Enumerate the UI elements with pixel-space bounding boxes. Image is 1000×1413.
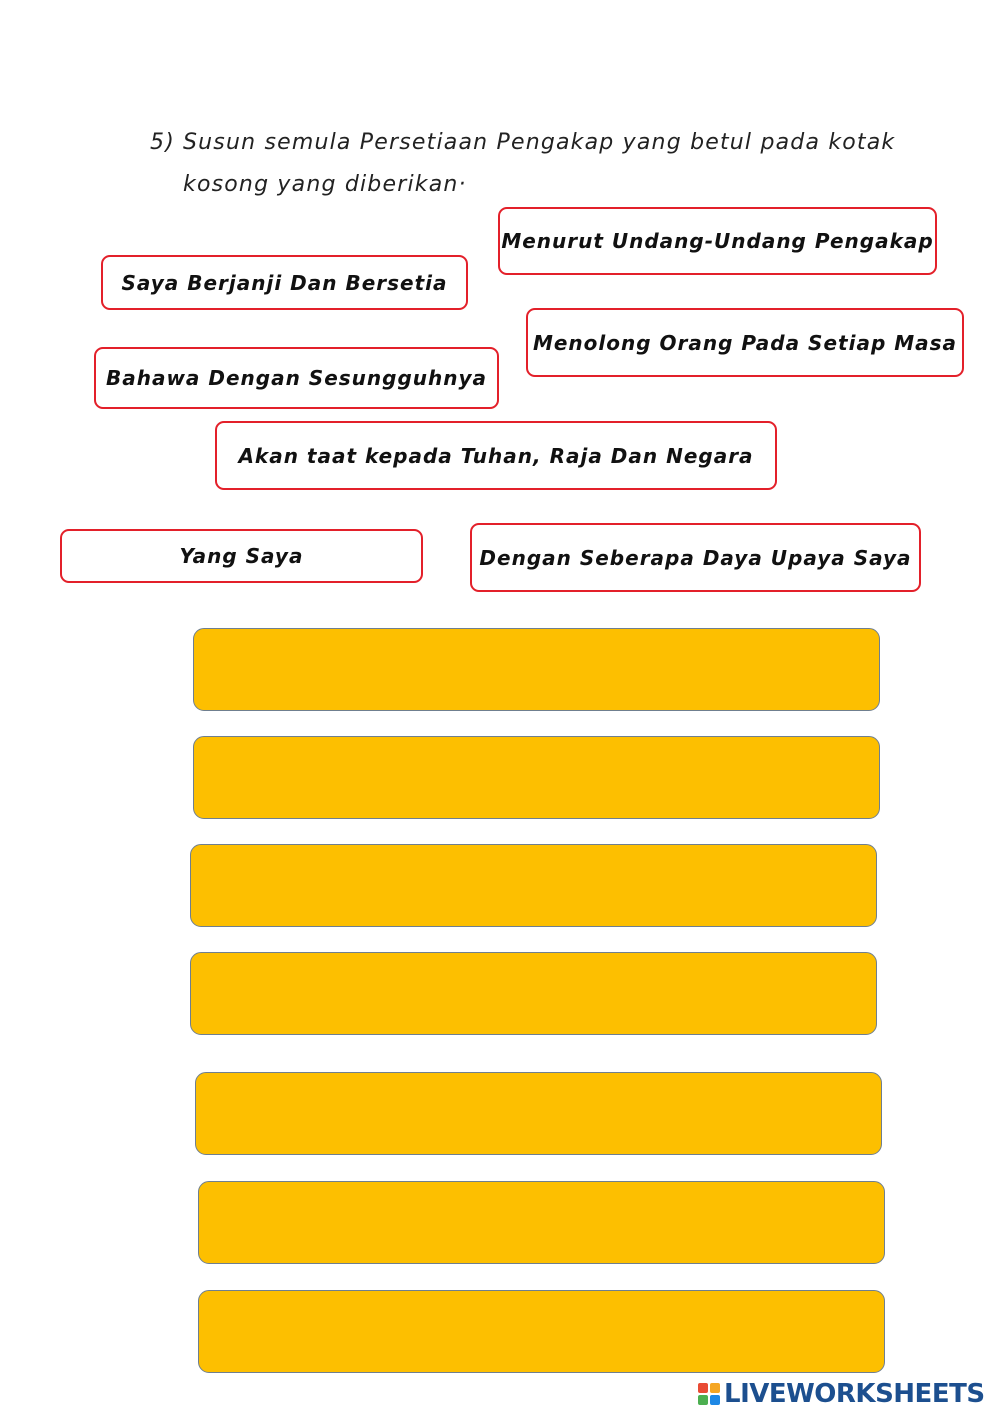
- drag-choice-label: Akan taat kepada Tuhan, Raja Dan Negara: [238, 443, 754, 468]
- drag-choice-label: Menurut Undang-Undang Pengakap: [501, 229, 934, 253]
- drag-choice-saya-berjanji[interactable]: [101, 255, 468, 310]
- drag-choice-dengan-seberapa[interactable]: [470, 523, 921, 592]
- drop-slot-4[interactable]: [190, 952, 877, 1035]
- drop-slot-1[interactable]: [193, 628, 880, 711]
- drag-choice-label: Dengan Seberapa Daya Upaya Saya: [479, 545, 912, 570]
- drop-slot-7[interactable]: [198, 1290, 885, 1373]
- drag-choice-menurut-undang-undang[interactable]: [498, 207, 937, 275]
- instruction-line-1: Susun semula Persetiaan Pengakap yang betul pada kotak: [183, 130, 896, 155]
- drop-slot-3[interactable]: [190, 844, 877, 927]
- question-number: 5): [150, 130, 175, 155]
- liveworksheets-wordmark: LIVEWORKSHEETS: [724, 1379, 985, 1409]
- drag-choice-label: Yang Saya: [179, 544, 304, 568]
- liveworksheets-logo-icon: [698, 1383, 720, 1405]
- drag-choice-label: Saya Berjanji Dan Bersetia: [121, 270, 448, 295]
- instruction-line-2: kosong yang diberikan·: [183, 172, 467, 197]
- drop-slot-5[interactable]: [195, 1072, 882, 1155]
- drag-choice-label: Bahawa Dengan Sesungguhnya: [105, 366, 488, 390]
- drag-choice-yang-saya[interactable]: [60, 529, 423, 583]
- drag-choice-label: Menolong Orang Pada Setiap Masa: [532, 330, 958, 355]
- drag-choice-menolong-orang[interactable]: [526, 308, 964, 377]
- drop-slot-2[interactable]: [193, 736, 880, 819]
- liveworksheets-branding: [698, 1378, 985, 1410]
- drag-choice-akan-taat[interactable]: [215, 421, 777, 490]
- drop-slot-6[interactable]: [198, 1181, 885, 1264]
- drag-choice-bahawa-dengan[interactable]: [94, 347, 499, 409]
